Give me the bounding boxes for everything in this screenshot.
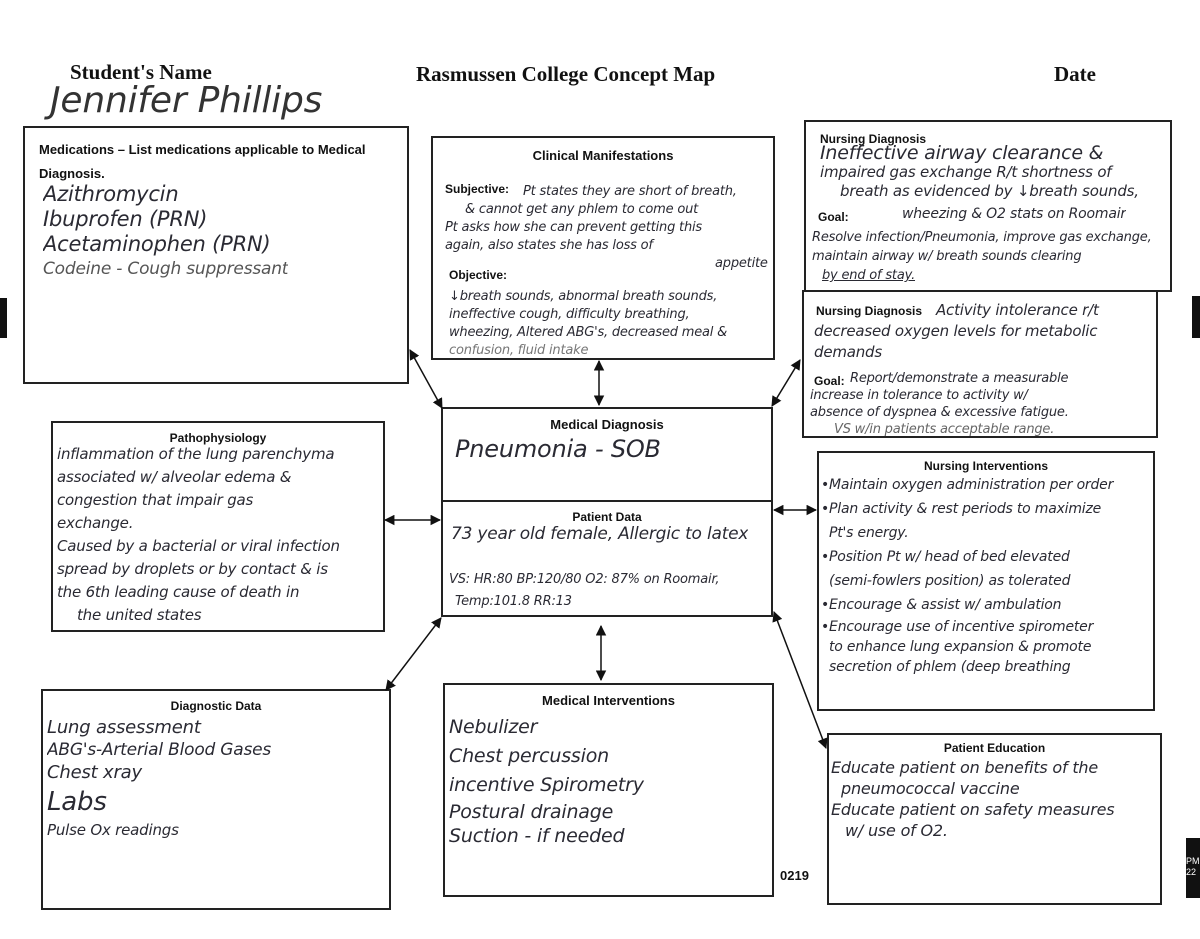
diagnostic-item: Lung assessment <box>47 717 201 738</box>
patient-data-line: Temp:101.8 RR:13 <box>455 594 572 609</box>
arrow-medications-to-diagnosis <box>410 350 442 408</box>
nursing-diagnosis-1-goal-label: Goal: <box>818 210 849 224</box>
patient-education-title: Patient Education <box>943 741 1046 755</box>
patient-education-line: Educate patient on safety measures <box>831 800 1115 819</box>
nursing-intervention-line: Pt's energy. <box>829 525 909 541</box>
left-edge-mark <box>0 298 7 338</box>
medical-interventions-title: Medical Interventions <box>542 693 675 708</box>
clinical-manifestations-title: Clinical Manifestations <box>532 148 674 163</box>
diagnostic-data-title: Diagnostic Data <box>170 699 262 713</box>
pathophysiology-line: the 6th leading cause of death in <box>57 583 300 601</box>
nursing-interventions-title: Nursing Interventions <box>923 459 1048 473</box>
objective-line: ineffective cough, difficulty breathing, <box>449 307 690 322</box>
medical-intervention-item: Nebulizer <box>449 716 538 738</box>
medication-item: Acetaminophen (PRN) <box>43 232 271 256</box>
objective-label: Objective: <box>449 268 508 282</box>
diagnostic-item: Chest xray <box>47 762 142 783</box>
nursing-diagnosis-1-line: impaired gas exchange R/t shortness of <box>820 163 1112 181</box>
nursing-intervention-line: •Encourage use of incentive spirometer <box>821 619 1094 635</box>
nursing-diagnosis-2-line: Activity intolerance r/t <box>936 301 1099 319</box>
objective-line: wheezing, Altered ABG's, decreased meal & <box>449 325 728 340</box>
arrow-patientdata-to-diagnostic <box>386 618 441 690</box>
nursing-diagnosis-1-title: Nursing Diagnosis <box>820 132 927 146</box>
pathophysiology-line: spread by droplets or by contact & is <box>57 560 328 578</box>
diagnostic-item: Labs <box>47 787 107 817</box>
student-name: Jennifer Phillips <box>50 80 323 121</box>
medical-diagnosis-title: Medical Diagnosis <box>550 417 664 432</box>
nursing-intervention-line: to enhance lung expansion & promote <box>829 639 1092 655</box>
subjective-label: Subjective: <box>445 182 510 196</box>
subjective-line: Pt asks how she can prevent getting this <box>445 220 702 235</box>
nursing-diagnosis-2-goal-line: Report/demonstrate a measurable <box>850 371 1069 386</box>
page-code: 0219 <box>780 868 809 883</box>
nursing-intervention-line: secretion of phlem (deep breathing <box>829 659 1071 675</box>
nursing-diagnosis-2-line: demands <box>814 343 882 361</box>
subjective-line: again, also states she has loss of <box>445 238 653 253</box>
arrow-patientdata-to-education <box>774 612 826 748</box>
nursing-intervention-line: •Plan activity & rest periods to maximize <box>821 501 1102 517</box>
nursing-diagnosis-1-goal-line: maintain airway w/ breath sounds clearing <box>812 249 1082 264</box>
medical-diagnosis-value: Pneumonia - SOB <box>455 435 661 463</box>
nursing-diagnosis-2-line: decreased oxygen levels for metabolic <box>814 322 1098 340</box>
arrow-nursing-to-diagnosis <box>772 360 800 406</box>
patient-education-line: pneumococcal vaccine <box>841 779 1020 798</box>
medication-item: Ibuprofen (PRN) <box>43 207 208 231</box>
medical-intervention-item: Chest percussion <box>449 745 609 767</box>
subjective-line: & cannot get any phlem to come out <box>465 202 699 217</box>
objective-line: ↓breath sounds, abnormal breath sounds, <box>449 289 718 304</box>
date-label: Date <box>1054 62 1096 86</box>
subjective-line: appetite <box>715 256 768 271</box>
nursing-intervention-line: •Maintain oxygen administration per order <box>821 477 1114 493</box>
patient-education-line: w/ use of O2. <box>845 821 948 840</box>
patient-education-line: Educate patient on benefits of the <box>831 758 1098 777</box>
patient-data-line: 73 year old female, Allergic to latex <box>451 524 749 544</box>
nursing-diagnosis-2-title: Nursing Diagnosis <box>816 304 923 318</box>
medication-item: Azithromycin <box>43 182 179 206</box>
nursing-diagnosis-2-goal-label: Goal: <box>814 374 845 388</box>
objective-line: confusion, fluid intake <box>449 343 589 358</box>
nursing-diagnosis-1-line: Ineffective airway clearance & <box>820 144 1104 163</box>
pathophysiology-line: congestion that impair gas <box>57 491 254 509</box>
nursing-diagnosis-2-goal-line: increase in tolerance to activity w/ <box>810 388 1028 403</box>
nursing-intervention-line: •Position Pt w/ head of bed elevated <box>821 549 1070 565</box>
nursing-diagnosis-1-line: wheezing & O2 stats on Roomair <box>902 206 1126 222</box>
subjective-line: Pt states they are short of breath, <box>523 184 737 199</box>
nursing-diagnosis-1-goal-line: Resolve infection/Pneumonia, improve gas exchange, <box>812 230 1152 245</box>
nursing-intervention-line: (semi-fowlers position) as tolerated <box>829 573 1071 589</box>
medical-intervention-item: Suction - if needed <box>449 825 625 847</box>
page-title: Rasmussen College Concept Map <box>416 62 716 86</box>
pathophysiology-line: Caused by a bacterial or viral infection <box>57 537 340 555</box>
pathophysiology-line: associated w/ alveolar edema & <box>57 468 292 486</box>
patient-data-title: Patient Data <box>572 510 642 524</box>
nursing-diagnosis-1-line: breath as evidenced by ↓breath sounds, <box>840 182 1139 200</box>
diagnostic-item: Pulse Ox readings <box>47 821 179 839</box>
right-edge-mark <box>1192 296 1200 338</box>
medical-intervention-item: incentive Spirometry <box>449 774 644 796</box>
right-edge-tab: PM 22 <box>1186 838 1200 898</box>
nursing-diagnosis-2-goal-line: VS w/in patients acceptable range. <box>834 422 1055 437</box>
medication-item: Codeine - Cough suppressant <box>43 259 289 279</box>
medical-intervention-item: Postural drainage <box>449 801 614 823</box>
pathophysiology-line: exchange. <box>57 514 134 532</box>
patient-data-line: VS: HR:80 BP:120/80 O2: 87% on Roomair, <box>449 572 720 587</box>
nursing-diagnosis-2-goal-line: absence of dyspnea & excessive fatigue. <box>810 405 1069 420</box>
nursing-diagnosis-1-goal-line: by end of stay. <box>822 268 916 283</box>
pathophysiology-line: inflammation of the lung parenchyma <box>57 445 335 463</box>
pathophysiology-title: Pathophysiology <box>169 431 267 445</box>
student-name-label: Student's Name <box>70 60 212 84</box>
diagnostic-item: ABG's-Arterial Blood Gases <box>47 740 272 760</box>
nursing-intervention-line: •Encourage & assist w/ ambulation <box>821 597 1062 613</box>
pathophysiology-line: the united states <box>77 606 202 624</box>
medications-title: Medications – List medications applicable to Medical Diagnosis. <box>39 142 366 181</box>
